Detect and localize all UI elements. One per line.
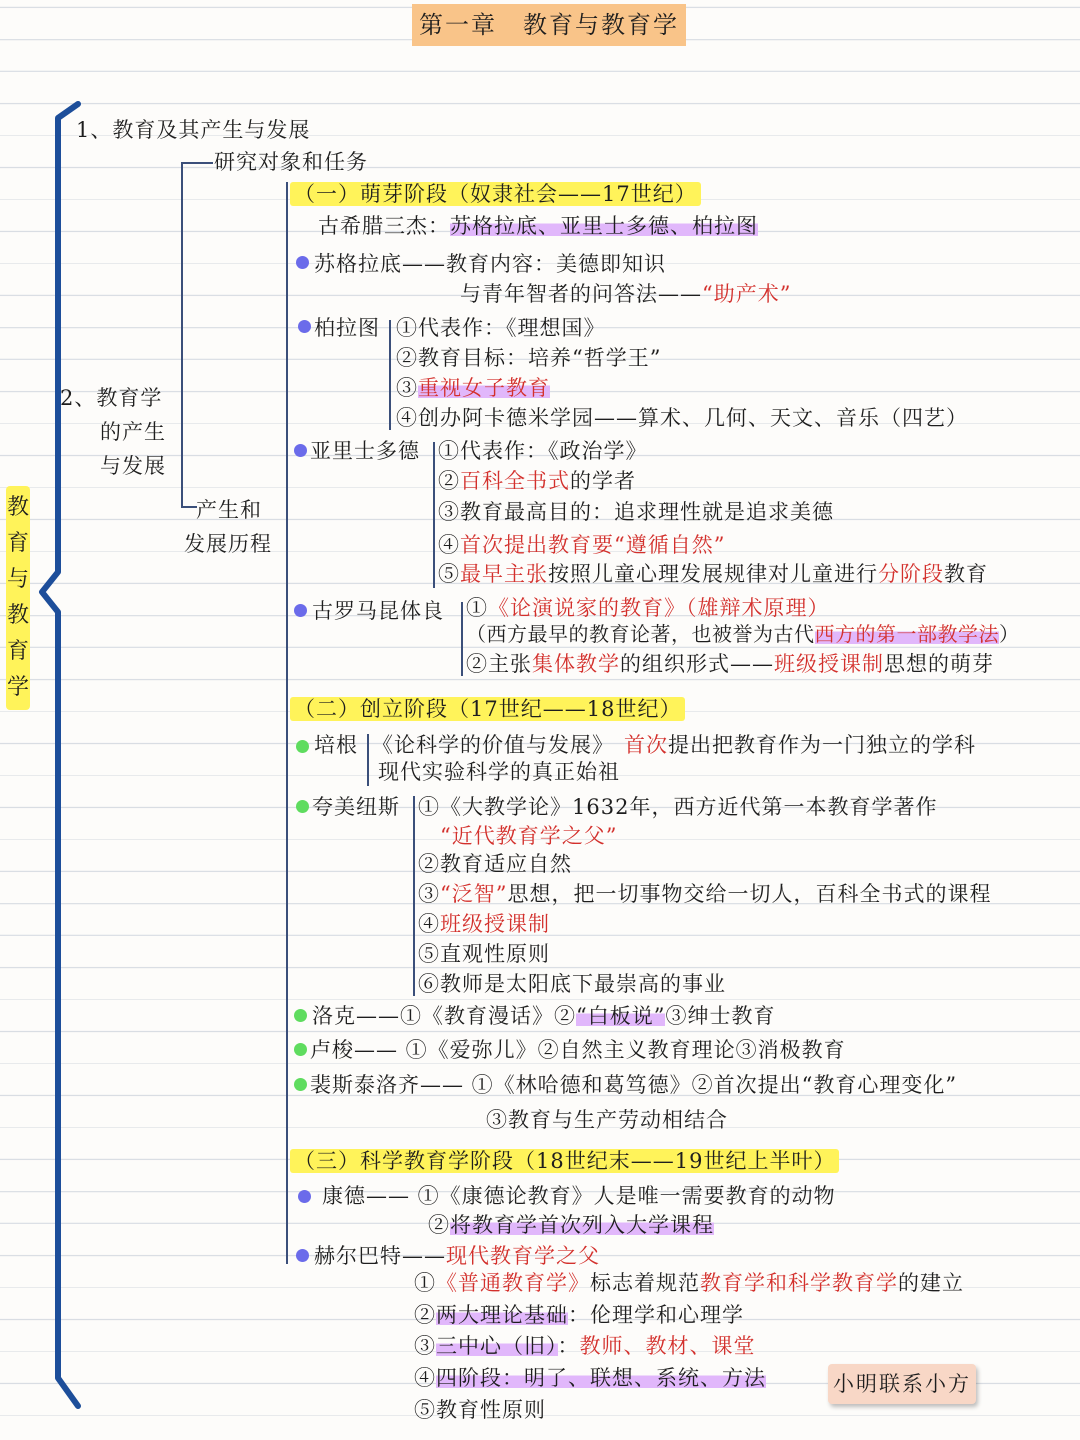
comenius-item3 <box>418 880 991 908</box>
socrates-name: 苏格拉底—— <box>314 252 446 276</box>
research-object: 研究对象和任务 <box>214 150 368 174</box>
herbart-item1-end: 的建立 <box>898 1271 964 1295</box>
plato-item3 <box>396 374 550 402</box>
comenius-name: 夸美纽斯 <box>312 795 400 819</box>
socrates-content: 教育内容：美德即知识 <box>446 252 666 276</box>
herbart-item1-red: 《普通教育学》 <box>436 1271 590 1295</box>
comenius-item4 <box>418 910 550 938</box>
greek-label: 古希腊三杰： <box>318 214 450 238</box>
stage2-title-text: （二）创立阶段（17世纪——18世纪） <box>290 697 685 721</box>
bacon-work: 《论科学的价值与发展》 <box>372 733 614 757</box>
origin-l2: 发展历程 <box>184 532 272 556</box>
quintilian-item2-red: 集体教学 <box>532 652 620 676</box>
herbart-item4 <box>414 1364 766 1392</box>
quintilian-item2-end: 思想的萌芽 <box>884 652 994 676</box>
herbart-item3 <box>414 1332 756 1360</box>
herbart-item2-rest: ：伦理学和心理学 <box>568 1303 744 1327</box>
aristotle-item5-end: 教育 <box>944 562 988 586</box>
locke-line <box>312 1002 775 1030</box>
connector-quintilian <box>461 602 463 676</box>
bullet-herbart <box>296 1249 309 1262</box>
quintilian-item2-red2: 班级授课制 <box>774 652 884 676</box>
aristotle-item2-rest: 的学者 <box>570 469 636 493</box>
comenius-item2: ②教育适应自然 <box>418 852 572 876</box>
locke-a: 洛克——①《教育漫话》② <box>312 1004 576 1028</box>
connector-stages <box>286 182 288 1264</box>
author-stamp: 小明联系小方 <box>828 1364 976 1404</box>
quintilian-name: 古罗马昆体良 <box>312 599 444 623</box>
pestalozzi-line1: 裴斯泰洛齐—— ①《林哈德和葛笃德》②首次提出“教育心理变化” <box>310 1073 958 1097</box>
heading-pedagogy-l1: 2、教育学 <box>60 386 163 410</box>
plato-item4: ④创办阿卡德米学园——算术、几何、天文、音乐（四艺） <box>396 406 968 430</box>
bullet-socrates <box>296 256 309 269</box>
heading-education-origin: 1、教育及其产生与发展 <box>76 118 311 142</box>
aristotle-item5-red2: 分阶段 <box>878 562 944 586</box>
bullet-rousseau <box>294 1043 307 1056</box>
heading-pedagogy-l2: 的产生 <box>100 420 166 444</box>
heading-pedagogy-l3: 与发展 <box>100 454 166 478</box>
kant-line2 <box>428 1211 714 1239</box>
bullet-locke <box>294 1009 307 1022</box>
herbart-item3-hl: 三中心（旧） <box>436 1334 558 1358</box>
aristotle-item5-num: ⑤ <box>438 562 460 586</box>
quintilian-item1 <box>466 594 830 622</box>
comenius-item4-red: 班级授课制 <box>440 912 550 936</box>
plato-name: 柏拉图 <box>314 316 380 340</box>
quintilian-note-b: 西方的第一部教学法 <box>814 622 999 646</box>
page-title: 第一章 教育与教育学 <box>412 4 686 46</box>
greek-three <box>318 212 758 240</box>
stage3-title-text: （三）科学教育学阶段（18世纪末——19世纪上半叶） <box>290 1149 839 1173</box>
quintilian-item2 <box>466 650 994 678</box>
greek-names: 苏格拉底、亚里士多德、柏拉图 <box>450 214 758 238</box>
connector-bacon <box>367 734 369 786</box>
connector-aristotle <box>433 442 435 588</box>
herbart-item2-hl: 两大理论基础 <box>436 1303 568 1327</box>
socrates-line2 <box>460 280 791 308</box>
comenius-item5: ⑤直观性原则 <box>418 942 550 966</box>
plato-item3-text: 重视女子教育 <box>418 376 550 400</box>
herbart-item1-num: ① <box>414 1271 436 1295</box>
quintilian-item2-mid: 的组织形式—— <box>620 652 774 676</box>
stage2-title <box>290 695 685 723</box>
kant-line1: 康德—— ①《康德论教育》人是唯一需要教育的动物 <box>322 1184 836 1208</box>
comenius-father: “近代教育学之父” <box>440 824 618 848</box>
herbart-item4-hl: 四阶段：明了、联想、系统、方法 <box>436 1366 766 1390</box>
quintilian-note-a: （西方最早的教育论著，也被誉为古代 <box>466 622 815 646</box>
connector-comenius <box>413 796 415 996</box>
comenius-item1-title <box>440 822 617 850</box>
socrates-method-red: “助产术” <box>702 282 792 306</box>
quintilian-note-c: ） <box>999 622 1020 646</box>
comenius-item3-rest: 思想，把一切事物交给一切人，百科全书式的课程 <box>507 882 992 906</box>
bullet-comenius <box>296 800 309 813</box>
quintilian-item1-red: 《论演说家的教育》（雄辩术原理） <box>488 596 830 620</box>
aristotle-item5-mid: 按照儿童心理发展规律对儿童进行 <box>548 562 878 586</box>
bullet-plato <box>298 320 311 333</box>
socrates-line1 <box>314 250 666 278</box>
herbart-item3-mid: ： <box>557 1334 580 1358</box>
comenius-item1: ①《大教学论》1632年，西方近代第一本教育学著作 <box>418 795 938 819</box>
quintilian-item1-note <box>466 620 1020 648</box>
quintilian-item1-num: ① <box>466 596 488 620</box>
herbart-item1-red2: 教育学和科学教育学 <box>700 1271 898 1295</box>
connector-plato <box>389 320 391 430</box>
bacon-line2: 现代实验科学的真正始祖 <box>378 760 620 784</box>
bullet-pestalozzi <box>294 1078 307 1091</box>
bacon-name: 培根 <box>314 733 358 757</box>
herbart-item1-mid: 标志着规范 <box>590 1271 700 1295</box>
herbart-line <box>314 1242 600 1270</box>
pestalozzi-line2: ③教育与生产劳动相结合 <box>486 1108 728 1132</box>
comenius-item4-num: ④ <box>418 912 440 936</box>
herbart-item2-num: ② <box>414 1303 436 1327</box>
aristotle-name: 亚里士多德 <box>310 439 420 463</box>
aristotle-item1: ①代表作：《政治学》 <box>438 439 648 463</box>
herbart-item3-num: ③ <box>414 1334 436 1358</box>
herbart-item3-red: 教师、教材、课堂 <box>579 1334 756 1358</box>
herbart-name: 赫尔巴特—— <box>314 1244 446 1268</box>
bullet-bacon <box>296 740 309 753</box>
comenius-item6: ⑥教师是太阳底下最崇高的事业 <box>418 972 726 996</box>
aristotle-item2 <box>438 467 636 495</box>
rousseau-line: 卢梭—— ①《爱弥儿》②自然主义教育理论③消极教育 <box>310 1038 846 1062</box>
socrates-method: 与青年智者的问答法—— <box>460 282 702 306</box>
origin-l1: 产生和 <box>196 498 262 522</box>
aristotle-item4 <box>438 531 725 559</box>
kant-line2-num: ② <box>428 1213 450 1237</box>
herbart-item2 <box>414 1301 744 1329</box>
connector-branch <box>181 162 183 507</box>
kant-line2-text: 将教育学首次列入大学课程 <box>450 1213 714 1237</box>
stage1-title <box>290 180 701 208</box>
plato-item3-num: ③ <box>396 376 418 400</box>
plato-item1: ①代表作：《理想国》 <box>396 316 606 340</box>
stage1-title-text: （一）萌芽阶段（奴隶社会——17世纪） <box>290 182 701 206</box>
locke-b: “白板说” <box>576 1004 666 1028</box>
comenius-item3-num: ③ <box>418 882 440 906</box>
bullet-aristotle <box>294 444 307 457</box>
plato-item2: ②教育目标：培养“哲学王” <box>396 346 662 370</box>
bullet-kant <box>298 1190 311 1203</box>
herbart-item5: ⑤教育性原则 <box>414 1398 546 1422</box>
side-label: 教育与教育学 <box>6 486 30 710</box>
aristotle-item4-num: ④ <box>438 533 460 557</box>
aristotle-item3: ③教育最高目的：追求理性就是追求美德 <box>438 500 834 524</box>
bullet-quintilian <box>294 604 307 617</box>
herbart-item4-num: ④ <box>414 1366 436 1390</box>
aristotle-item5-red: 最早主张 <box>460 562 548 586</box>
quintilian-item2-num: ②主张 <box>466 652 532 676</box>
stage3-title <box>290 1147 839 1175</box>
left-brace <box>34 100 84 1412</box>
bacon-rest: 提出把教育作为一门独立的学科 <box>668 733 976 757</box>
locke-c: ③绅士教育 <box>665 1004 776 1028</box>
herbart-father: 现代教育学之父 <box>446 1244 600 1268</box>
aristotle-item4-red: 首次提出教育要“遵循自然” <box>460 533 726 557</box>
connector-research <box>181 162 213 164</box>
bacon-line1 <box>372 731 976 759</box>
aristotle-item2-num: ② <box>438 469 460 493</box>
comenius-item3-red: “泛智” <box>440 882 508 906</box>
bacon-first: 首次 <box>624 733 668 757</box>
herbart-item1 <box>414 1269 964 1297</box>
aristotle-item5 <box>438 560 988 588</box>
connector-origin <box>181 506 197 508</box>
aristotle-item2-red: 百科全书式 <box>460 469 570 493</box>
